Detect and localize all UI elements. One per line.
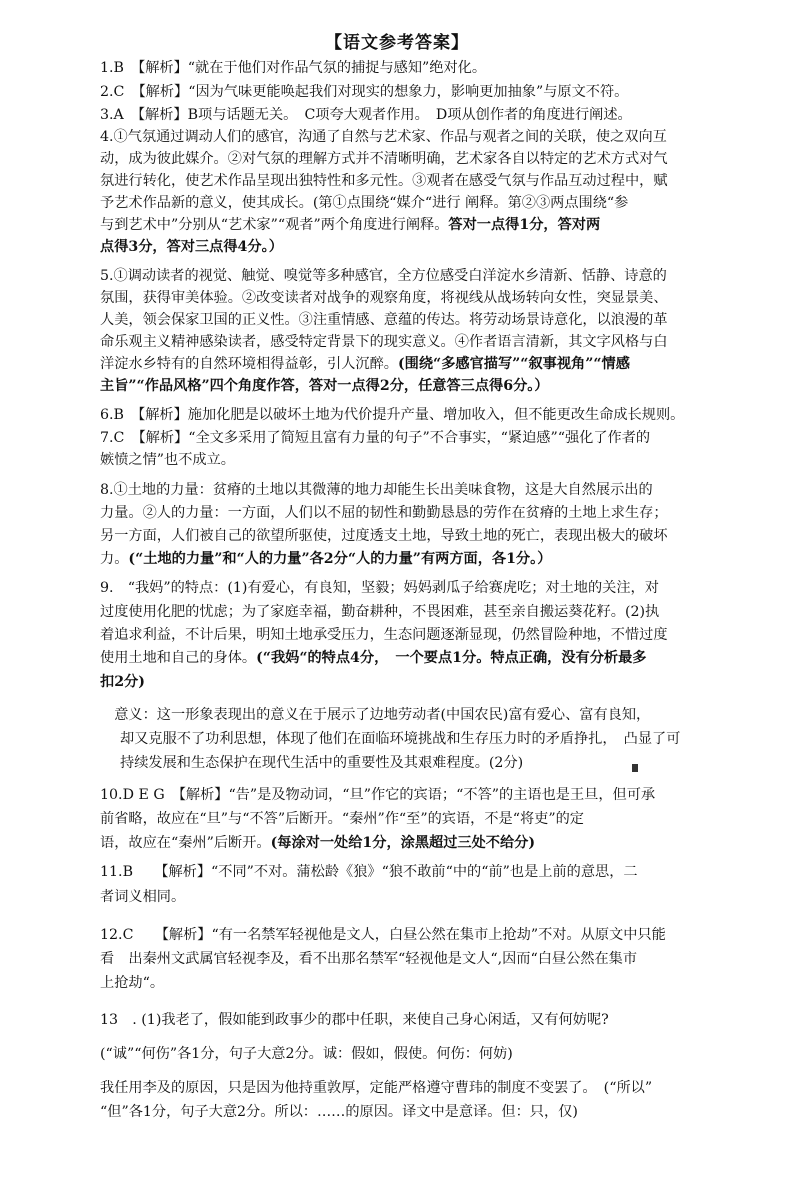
answer-line-22: 力。(“土地的力量”和“人的力量”各2分“人的力量”有两方面，各1分。） xyxy=(100,551,552,567)
answer-line-3: 3.A 【解析】B项与话题无关。 C项夸大观者作用。 D项从创作者的角度进行阐述。 xyxy=(100,107,632,123)
answer-line-23: 9. “我妈”的特点：(1)有爱心，有良知，坚毅；妈妈剥瓜子给赛虎吃；对土地的关注，对 xyxy=(100,580,659,596)
answer-line-24: 过度使用化肥的忧虑；为了家庭幸福，勤奋耕种，不畏困难，甚至亲自搬运葵花籽。(2)执 xyxy=(100,604,660,620)
answer-line-14: 洋淀水乡特有的自然环境相得益彰，引人沉醉。(围绕“多感官描写”“叙事视角”“情感 xyxy=(100,356,630,372)
answer-line-25: 着追求利益，不计后果，明知土地承受压力，生态问题逐渐显现，仍然冒险种地，不惜过度 xyxy=(100,627,668,643)
answer-line-34: 11.B 【解析】“不同”不对。蒲松龄《狼》“狼不敢前“中的“前”也是上前的意思，二 xyxy=(100,864,638,880)
answer-line-12: 人美，领会保家卫国的正义性。③注重情感、意蕴的传达。将劳动场景诗意化，以浪漫的革 xyxy=(100,312,668,328)
answer-line-19: 8.①土地的力量：贫瘠的土地以其微薄的地力却能生长出美味食物，这是大自然展示出的 xyxy=(100,482,653,498)
scan-mark xyxy=(632,764,638,772)
answer-line-11: 氛围，获得审美体验。②改变读者对战争的观察角度，将视线从战场转向女性，突显景美、 xyxy=(100,290,668,306)
answer-line-16: 6.B 【解析】施加化肥是以破坏土地为代价提升产量、增加收入，但不能更改生命成长规则。 xyxy=(100,407,685,423)
answer-line-29: 却又克服不了功利思想，体现了他们在面临环境挑战和生存压力时的矛盾挣扎， 凸显了可 xyxy=(120,731,681,747)
answer-line-2: 2.C 【解析】“因为气味更能唤起我们对现实的想象力，影响更加抽象”与原文不符。 xyxy=(100,84,629,100)
answer-line-21: 另一方面，人们被自己的欲望所驱使，过度透支土地，导致土地的死亡，表现出极大的破坏 xyxy=(100,528,668,544)
answer-line-30: 持续发展和生态保护在现代生活中的重要性及其艰难程度。(2分) xyxy=(120,755,524,771)
answer-line-9: 点得3分，答对三点得4分。） xyxy=(100,239,283,255)
answer-line-4: 4.①气氛通过调动人们的感官，沟通了自然与艺术家、作品与观者之间的关联，使之双向互 xyxy=(100,129,667,145)
answer-line-1: 1.B 【解析】“就在于他们对作品气氛的捕捉与感知”绝对化。 xyxy=(100,60,487,76)
answer-line-26: 使用土地和自己的身体。(“我妈“的特点4分， 一个要点1分。特点正确，没有分析最多 xyxy=(100,650,647,666)
answer-line-42: “但”各1分，句子大意2分。所以：……的原因。译文中是意译。但：只，仅) xyxy=(100,1104,578,1120)
answer-line-40: (“诚”“何伤”各1分，句子大意2分。诚：假如，假使。何伤：何妨) xyxy=(100,1046,513,1062)
answer-line-28: 意义：这一形象表现出的意义在于展示了边地劳动者(中国农民)富有爱心、富有良知， xyxy=(100,707,651,723)
answer-line-39: 13 . (1)我老了，假如能到政事少的郡中任职，来使自己身心闲适，又有何妨呢? xyxy=(100,1012,609,1028)
answer-line-33: 语，故应在“秦州”后断开。(每涂对一处给1分，涂黑超过三处不给分) xyxy=(100,835,536,851)
answer-line-27: 扣2分) xyxy=(100,674,145,690)
answer-line-38: 上抢劫“。 xyxy=(100,975,165,991)
answer-line-6: 氛进行转化，使艺术作品呈现出独特性和多元性。③观者在感受气氛与作品互动过程中，赋 xyxy=(100,173,668,189)
answer-line-17: 7.C 【解析】“全文多采用了简短且富有力量的句子”不合事实，“紧迫感”“强化了作者的 xyxy=(100,430,651,446)
answer-line-20: 力量。②人的力量：一方面，人们以不屈的韧性和勤勤恳恳的劳作在贫瘠的土地上求生存； xyxy=(100,505,668,521)
answer-line-41: 我任用李及的原因，只是因为他持重敦厚，定能严格遵守曹玮的制度不变罢了。 (“所以” xyxy=(100,1080,653,1096)
page-title: 【语文参考答案】 xyxy=(325,33,469,53)
answer-line-5: 动，成为彼此媒介。②对气氛的理解方式并不清晰明确，艺术家各自以特定的艺术方式对气 xyxy=(100,151,668,167)
answer-line-31: 10.D E G 【解析】“告”是及物动词，“旦”作它的宾语；“不答”的主语也是王旦，但可承 xyxy=(100,787,656,803)
answer-line-10: 5.①调动读者的视觉、触觉、嗅觉等多种感官，全方位感受白洋淀水乡清新、恬静、诗意的 xyxy=(100,268,667,284)
answer-line-13: 命乐观主义精神感染读者，感受特定背景下的现实意义。④作者语言清新，其文字风格与白 xyxy=(100,334,668,350)
answer-line-8: 与到艺术中”分别从“艺术家”“观者”两个角度进行阐释。答对一点得1分，答对两 xyxy=(100,217,601,233)
answer-line-15: 主旨”“作品风格”四个角度作答，答对一点得2分，任意答三点得6分。） xyxy=(100,378,549,394)
answer-line-35: 者词义相同。 xyxy=(100,889,186,905)
answer-line-32: 前省略，故应在“旦”与“不答”后断开。“秦州”作“至”的宾语，不是“将吏”的定 xyxy=(100,811,584,827)
answer-line-37: 看 出秦州文武属官轻视李及，看不出那名禁军“轻视他是文人“,因而“白昼公然在集市 xyxy=(100,951,638,967)
answer-line-7: 予艺术作品新的意义，使其成长。(第①点围绕“媒介“进行 阐释。第②③两点围绕“参 xyxy=(100,195,629,211)
answer-line-18: 嫉愤之情”也不成立。 xyxy=(100,452,235,468)
answer-line-36: 12.C 【解析】“有一名禁军轻视他是文人，白昼公然在集市上抢劫”不对。从原文中只能 xyxy=(100,927,666,943)
